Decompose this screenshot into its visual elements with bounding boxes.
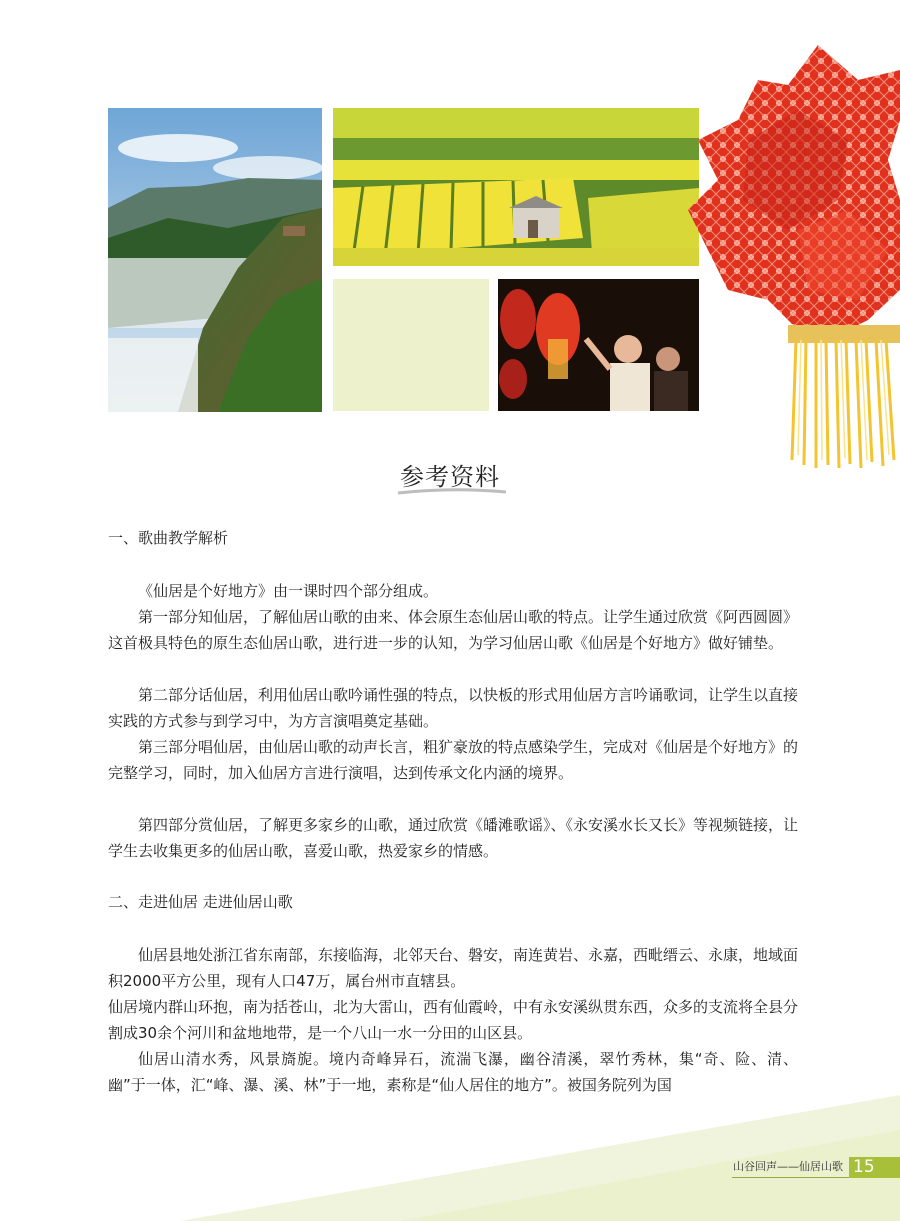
paragraph-scenery: 仙居山清水秀，风景旖旎。境内奇峰异石，流湍飞瀑，幽谷清溪，翠竹秀林，集“奇、险、清、幽”于一体，汇“峰、瀑、溪、林”于一地，素称是“仙人居住的地方”。被国务院列为国 [108,1050,798,1094]
footer-book-title: 山谷回声——仙居山歌 [733,1160,843,1173]
paragraph-part-four: 第四部分赏仙居，了解更多家乡的山歌，通过欣赏《皤滩歌谣》、《永安溪水长又长》等视频链接，让学生去收集更多的仙居山歌，喜爱山歌，热爱家乡的情感。 [108,816,799,860]
paragraph-part-one: 第一部分知仙居，了解仙居山歌的由来、体会原生态仙居山歌的特点。让学生通过欣赏《阿西圆圆》这首极具特色的原生态仙居山歌，进行进一步的认知，为学习仙居山歌《仙居是个好地方》做好铺垫。 [108,608,799,652]
heading-underline-decoration [396,486,508,496]
section-title-song-analysis: 一、歌曲教学解析 [108,529,229,547]
paper-lantern-decoration [688,40,900,470]
paragraph-intro: 《仙居是个好地方》由一课时四个部分组成。 [138,582,439,600]
photo-lantern-festival [498,279,699,411]
photo-rapeseed-fields [333,108,699,266]
photo-placeholder [333,279,489,411]
bottom-green-swoosh [0,1090,900,1221]
paragraph-terrain: 仙居境内群山环抱，南为括苍山，北为大雷山，西有仙霞岭，中有永安溪纵贯东西，众多的支流将全县分割成30余个河川和盆地地带，是一个八山一水一分田的山区县。 [108,998,799,1042]
footer-rule [732,1177,849,1178]
photo-misty-mountain [108,108,322,412]
paragraph-part-two: 第二部分话仙居，利用仙居山歌吟诵性强的特点，以快板的形式用仙居方言吟诵歌词，让学生以直接实践的方式参与到学习中，为方言演唱奠定基础。 [108,686,799,730]
paragraph-location: 仙居县地处浙江省东南部，东接临海，北邻天台、磐安，南连黄岩、永嘉，西毗缙云、永康，地域面积2000平方公里，现有人口47万，属台州市直辖县。 [108,946,799,990]
page-number: 15 [849,1157,900,1178]
page-title: 参考资料 [400,463,500,491]
section-title-into-xianju: 二、走进仙居 走进仙居山歌 [108,893,293,911]
paragraph-part-three: 第三部分唱仙居，由仙居山歌的动声长言，粗犷豪放的特点感染学生，完成对《仙居是个好地方》的完整学习，同时，加入仙居方言进行演唱，达到传承文化内涵的境界。 [108,738,799,782]
